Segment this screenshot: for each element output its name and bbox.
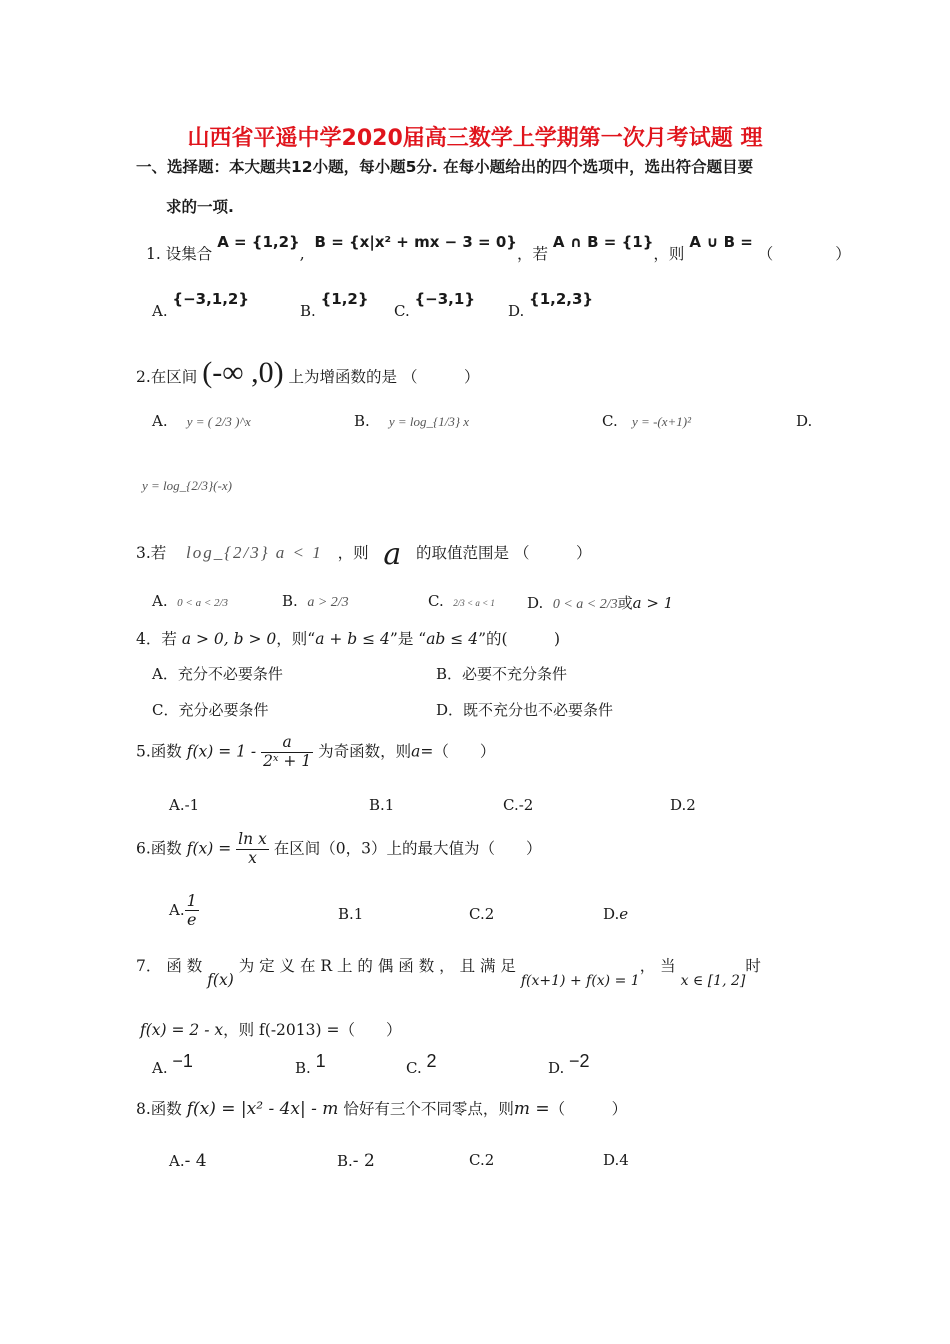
q2-option-c: C. y = -(x+1)² xyxy=(602,412,692,430)
q1-answer-paren: （ ） xyxy=(757,245,851,263)
q3-tail: 的取值范围是 xyxy=(416,544,510,562)
q4-condition: a > 0, b > 0 xyxy=(181,630,277,648)
q5-option-c: C.-2 xyxy=(503,796,534,814)
q5-fx: f(x) = 1 - xyxy=(186,742,257,761)
q7-line2-tail: ，则 f(-2013) =（ ） xyxy=(223,1021,402,1039)
q2-option-b: B. y = log_{1/3} x xyxy=(354,412,470,430)
q4-q: ab ≤ 4 xyxy=(426,630,479,648)
q3-lead: 3.若 xyxy=(136,544,167,562)
q3-then: ，则 xyxy=(337,544,369,562)
q1-option-a: A. {−3,1,2} xyxy=(152,290,250,320)
section-heading-line2: 求的一项. xyxy=(166,198,234,216)
q7-then-label: 时 xyxy=(745,957,761,975)
q6-option-a: A. $\frac{1}{e}$ xyxy=(169,891,197,930)
q7-number: 7． xyxy=(136,957,162,975)
q5-eq: =（ ） xyxy=(420,742,496,761)
q1-lead: 设集合 xyxy=(165,245,213,263)
question-1 xyxy=(146,233,851,264)
q8-tail: 恰好有三个不同零点，则 xyxy=(343,1100,514,1118)
question-6 xyxy=(136,831,541,868)
q5-var: a xyxy=(411,742,421,761)
q1-set-a: A = {1,2} xyxy=(217,233,300,251)
q6-tail: 在区间（0，3）上的最大值为（ ） xyxy=(273,839,542,858)
question-3 xyxy=(136,531,592,572)
question-8 xyxy=(136,1097,627,1119)
q3-answer-paren: （ ） xyxy=(513,544,592,562)
q3-option-a: A. 0 < a < 2/3 xyxy=(152,592,229,610)
q6-lead: 6.函数 xyxy=(136,839,182,858)
q4-option-a: A．充分不必要条件 xyxy=(152,665,283,683)
q5-lead: 5.函数 xyxy=(136,742,182,761)
q2-option-a: A. y = ( 2/3 )^x xyxy=(152,412,251,430)
q1-option-c: C. {−3,1} xyxy=(394,290,475,320)
q4-then: ，则“ xyxy=(276,630,316,648)
q1-ask: A ∪ B = xyxy=(689,233,753,251)
q7-lead: 函 数 xyxy=(166,957,203,975)
q7-mid: 为 定 义 在 R 上 的 偶 函 数 ， 且 满 足 xyxy=(238,957,516,975)
q7-fx: f(x) xyxy=(207,971,234,989)
q7-condition: f(x+1) + f(x) = 1 xyxy=(520,973,640,989)
q6-fraction: $\frac{\text{ln x}}{x}$ xyxy=(238,830,267,867)
page-title: 山西省平遥中学2020届高三数学上学期第一次月考试题 理 xyxy=(187,126,763,151)
q3-var: a xyxy=(383,537,402,572)
section-heading-line1: 一、选择题：本大题共12小题，每小题5分. 在每小题给出的四个选项中，选出符合题目要 xyxy=(136,158,754,176)
q8-lead: 8.函数 xyxy=(136,1100,182,1118)
q2-interval: (-∞ ,0) xyxy=(202,356,284,389)
q3-option-c: C. 2/3 < a < 1 xyxy=(428,592,495,610)
q6-option-d: D.e xyxy=(603,905,629,923)
question-7-line2 xyxy=(140,1018,401,1040)
q5-option-b: B.1 xyxy=(369,796,395,814)
q1-option-b: B. {1,2} xyxy=(300,290,369,320)
q1-then: ，则 xyxy=(653,245,685,263)
question-4 xyxy=(136,627,560,649)
q4-tail: ”的( ) xyxy=(478,630,561,648)
q5-tail: 为奇函数，则 xyxy=(318,742,412,761)
q1-condition: A ∩ B = {1} xyxy=(552,233,654,251)
q7-option-a: A. −1 xyxy=(152,1051,193,1077)
q5-fraction: $\frac{a}{\text{2ˣ + 1}}$ xyxy=(263,733,312,770)
q4-lead: 4．若 xyxy=(136,630,177,648)
q2-option-d-expr: y = log_{2/3}(-x) xyxy=(142,478,232,493)
q7-interval: x ∈ [1, 2] xyxy=(680,973,746,989)
q7-option-d: D. −2 xyxy=(548,1051,590,1077)
q2-answer-paren: （ ） xyxy=(401,368,480,386)
question-2 xyxy=(136,356,480,390)
q5-option-a: A.-1 xyxy=(169,796,200,814)
q7-option-c: C. 2 xyxy=(406,1051,437,1077)
q8-option-b: B.- 2 xyxy=(337,1151,375,1171)
q4-is: ”是 “ xyxy=(389,630,427,648)
q1-comma: , xyxy=(299,245,305,263)
q6-option-c: C.2 xyxy=(469,905,495,923)
q6-fx: f(x) = xyxy=(186,839,232,858)
q2-option-d: D. xyxy=(796,412,813,430)
q7-when: ， 当 xyxy=(639,957,676,975)
q7-expr: f(x) = 2 - x xyxy=(140,1021,224,1039)
q4-option-d: D．既不充分也不必要条件 xyxy=(436,701,614,719)
q4-option-b: B．必要不充分条件 xyxy=(436,665,568,683)
q8-option-a: A.- 4 xyxy=(169,1151,207,1171)
q1-if: ，若 xyxy=(516,245,548,263)
q4-p: a + b ≤ 4 xyxy=(315,630,390,648)
q4-option-c: C．充分必要条件 xyxy=(152,701,269,719)
q8-ask: m = xyxy=(513,1099,550,1119)
q1-option-d: D. {1,2,3} xyxy=(508,290,594,320)
question-7 xyxy=(136,954,761,989)
q3-option-d: D. 0 < a < 2/3或a > 1 xyxy=(527,594,674,612)
q5-option-d: D.2 xyxy=(670,796,696,814)
q8-option-d: D.4 xyxy=(603,1151,629,1169)
question-5 xyxy=(136,734,495,771)
q2-lead: 2.在区间 xyxy=(136,368,198,386)
q3-expr: log_{2/3} a < 1 xyxy=(186,543,323,562)
q7-option-b: B. 1 xyxy=(295,1051,326,1077)
q3-option-b: B. a > 2/3 xyxy=(282,592,349,610)
q8-fx: f(x) = |x² - 4x| - m xyxy=(186,1099,339,1119)
q8-answer-paren: （ ） xyxy=(549,1100,628,1118)
q1-set-b: B = {x|x² + mx − 3 = 0} xyxy=(314,233,517,251)
q1-number: 1. xyxy=(146,245,161,263)
q8-option-c: C.2 xyxy=(469,1151,495,1169)
q6-option-b: B.1 xyxy=(338,905,364,923)
q2-tail: 上为增函数的是 xyxy=(288,368,398,386)
